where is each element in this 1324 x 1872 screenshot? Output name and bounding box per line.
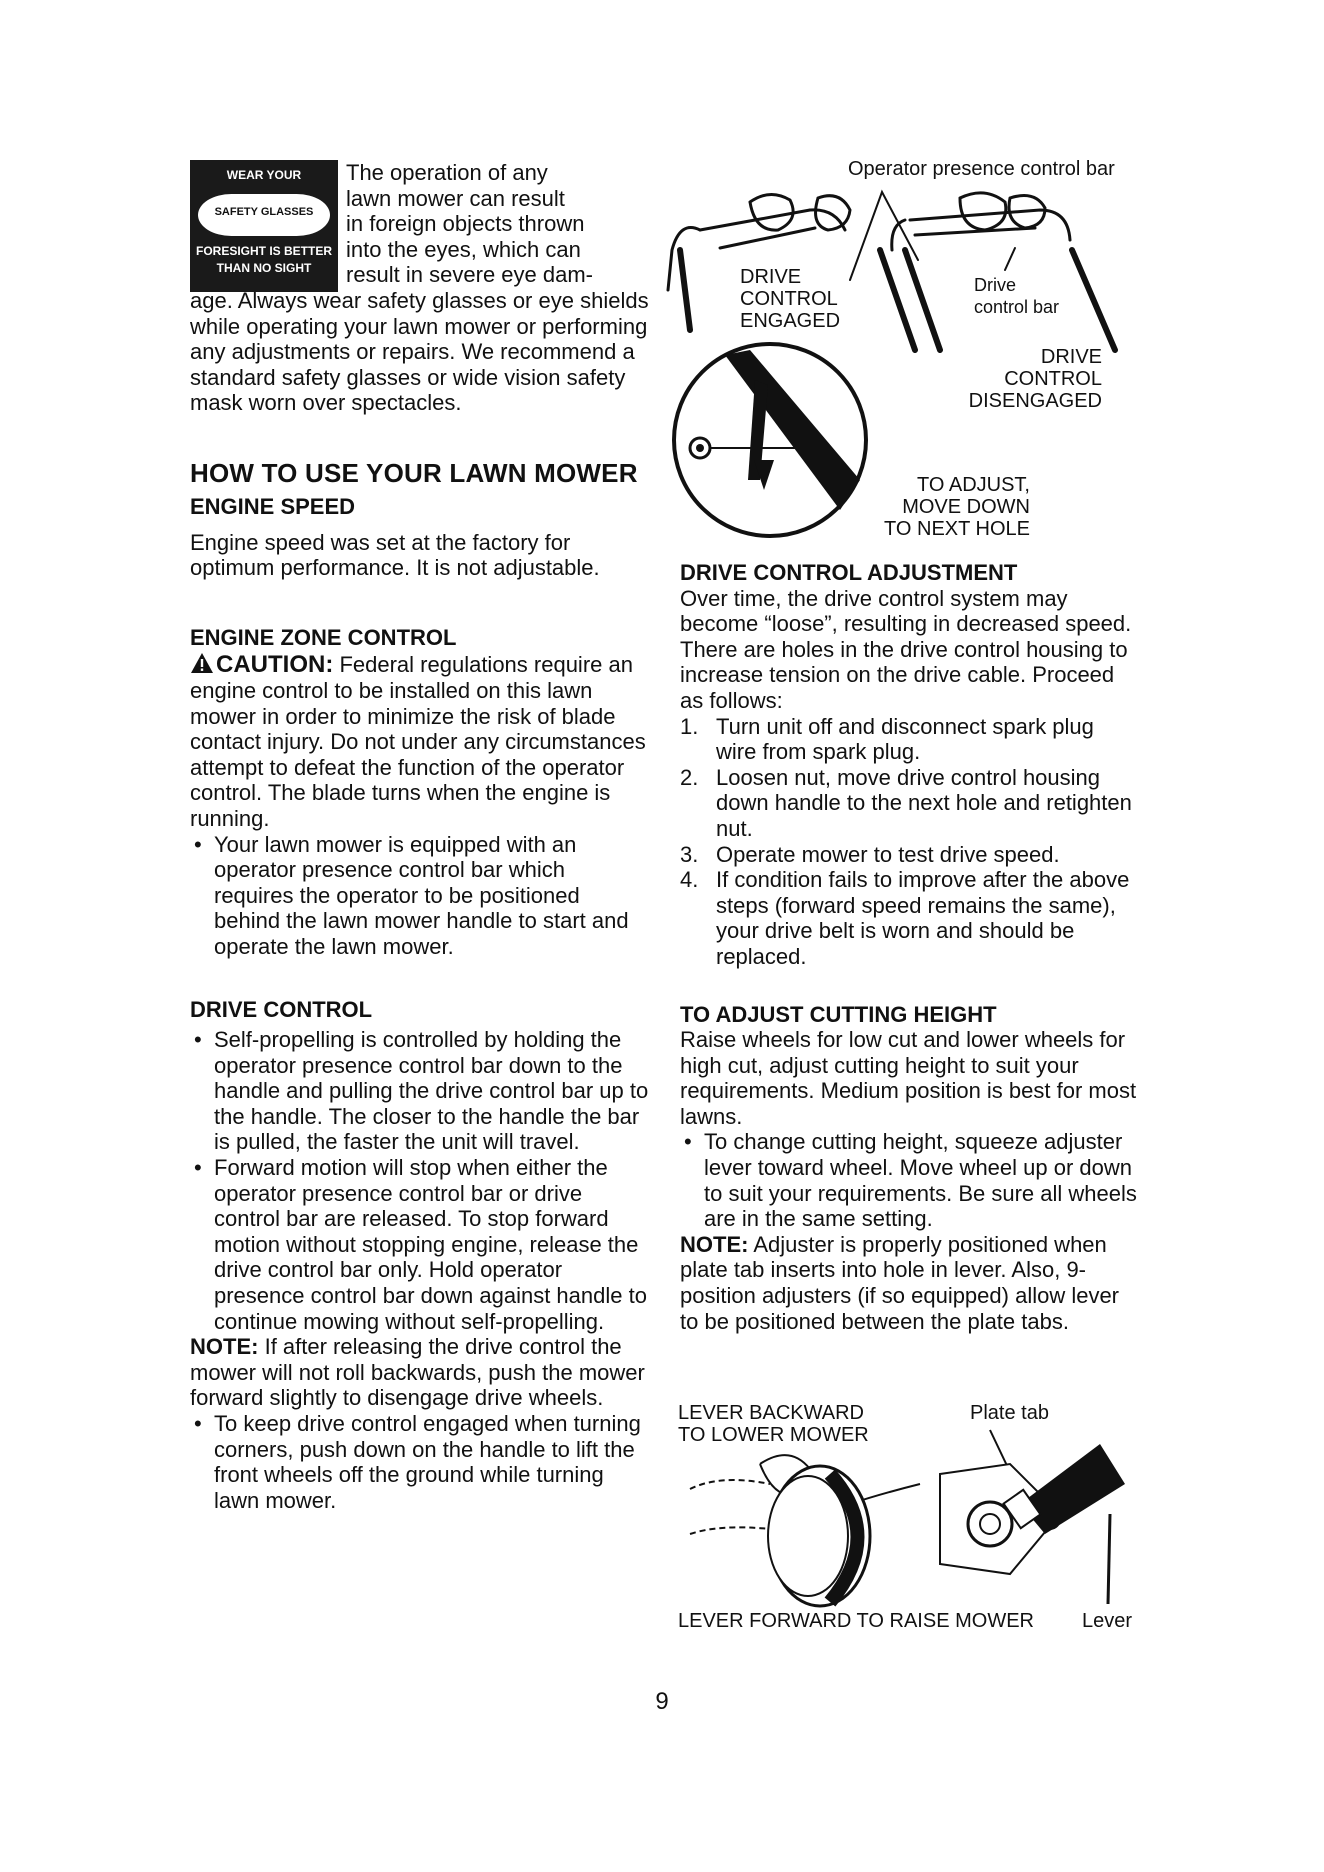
label-line: DRIVE xyxy=(740,266,802,288)
left-column xyxy=(190,160,650,1513)
note-label: NOTE: xyxy=(190,1334,259,1360)
label-line: LEVER BACKWARD xyxy=(678,1402,864,1424)
label-lever: Lever xyxy=(1082,1610,1133,1632)
cutting-height-bullets xyxy=(680,1129,1140,1231)
caution-paragraph xyxy=(190,652,650,831)
step-text: Turn unit off and disconnect spark plug wire from spark plug. xyxy=(716,713,1094,765)
list-item: • Self-propelling is controlled by holding the operator presence control bar down to the handle and pulling the drive control bar up to the handle. The closer to the handle the bar is pulled, the faster the unit will travel. xyxy=(190,1027,650,1155)
step-number: 4. xyxy=(680,867,699,893)
step-text: If condition fails to improve after the above steps (forward speed remains the same), your drive belt is worn and should be replaced. xyxy=(716,867,1130,969)
cutting-note xyxy=(680,1232,1140,1334)
drive-adjust-steps xyxy=(680,714,1140,970)
cutting-height-text: Raise wheels for low cut and lower wheels for high cut, adjust cutting height to suit your requirements. Medium position is best for most lawns. xyxy=(680,1027,1137,1129)
label-drive-control-bar xyxy=(974,274,1059,318)
intro-continued: age. Always wear safety glasses or eye shields while operating your lawn mower or performing any adjustments or repairs. We recommend a standard safety glasses or wide vision safety mask worn over spectacles. xyxy=(190,288,649,416)
drive-adjust-heading: DRIVE CONTROL ADJUSTMENT xyxy=(680,560,1018,585)
intro-line: in foreign objects thrown xyxy=(346,211,585,237)
step-number: 2. xyxy=(680,764,699,790)
list-item: • To keep drive control engaged when turning corners, push down on the handle to lift the front wheels off the ground while turning lawn mower. xyxy=(190,1411,650,1513)
intro-line: The operation of any xyxy=(346,160,548,185)
label-line: TO ADJUST, xyxy=(917,474,1030,496)
step-number: 1. xyxy=(680,713,699,739)
drive-control-heading: DRIVE CONTROL xyxy=(190,997,373,1023)
drive-note xyxy=(190,1334,650,1411)
step-text: Operate mower to test drive speed. xyxy=(716,841,1060,867)
intro-line: lawn mower can result xyxy=(346,185,565,211)
label-drive-disengaged xyxy=(950,346,1102,412)
caution-text: Federal regulations require an engine control to be installed on this lawn mower in order to minimize the risk of blade contact injury. Do not under any circumstances attempt to defeat the function of the operator control. The blade turns when the engine is running. xyxy=(190,652,646,831)
label-line: DRIVE xyxy=(1040,346,1102,368)
engine-zone-bullets xyxy=(190,832,650,960)
intro-line: into the eyes, which can xyxy=(346,236,581,262)
step-text: Loosen nut, move drive control housing down handle to the next hole and retighten nut. xyxy=(716,764,1132,841)
list-item: • To change cutting height, squeeze adjuster lever toward wheel. Move wheel up or down to suit your requirements. Be sure all wheels are in the same setting. xyxy=(680,1129,1140,1231)
note-label: NOTE: xyxy=(680,1231,749,1257)
cutting-height-heading: TO ADJUST CUTTING HEIGHT xyxy=(680,1001,997,1027)
label-plate-tab: Plate tab xyxy=(970,1402,1049,1424)
caution-label: CAUTION: xyxy=(216,651,334,679)
engine-zone-heading: ENGINE ZONE CONTROL xyxy=(190,624,457,650)
badge-line-2: SAFETY GLASSES xyxy=(214,206,314,218)
note-text: If after releasing the drive control the mower will not roll backwards, push the mower forward slightly to disengage drive wheels. xyxy=(190,1334,645,1411)
drive-control-bullets-2 xyxy=(190,1411,650,1513)
list-item xyxy=(680,842,1140,868)
badge-line-1: WEAR YOUR xyxy=(226,168,302,182)
step-number: 3. xyxy=(680,841,699,867)
drive-control-bullets xyxy=(190,1027,650,1334)
label-operator-presence-bar: Operator presence control bar xyxy=(848,158,1115,180)
right-column xyxy=(680,560,1140,1334)
label-line: DISENGAGED xyxy=(968,390,1102,412)
label-line: CONTROL xyxy=(1004,368,1102,390)
label-line: MOVE DOWN xyxy=(902,496,1030,518)
page-number: 9 xyxy=(655,1688,669,1715)
label-to-adjust xyxy=(870,474,1030,540)
label-line: control bar xyxy=(974,297,1060,317)
label-line: Drive xyxy=(974,275,1017,295)
engine-speed-heading: ENGINE SPEED xyxy=(190,493,356,519)
label-line: TO LOWER MOWER xyxy=(678,1424,869,1446)
list-item xyxy=(680,765,1140,842)
intro-line: result in severe eye dam- xyxy=(346,262,593,288)
caution-triangle-icon xyxy=(190,652,214,674)
badge-line-4: THAN NO SIGHT xyxy=(216,261,312,275)
label-line: ENGAGED xyxy=(740,310,841,332)
label-lever-forward: LEVER FORWARD TO RAISE MOWER xyxy=(678,1610,1034,1632)
list-item xyxy=(680,714,1140,765)
cutting-height-illustration xyxy=(680,1424,1140,1614)
label-drive-engaged xyxy=(740,266,840,332)
engine-speed-text: Engine speed was set at the factory for optimum performance. It is not adjustable. xyxy=(190,529,600,581)
drive-adjust-intro: Over time, the drive control system may become “loose”, resulting in decreased speed. There are holes in the drive control housing to increase tension on the drive cable. Proceed as follows: xyxy=(680,585,1132,713)
note-text: Adjuster is properly positioned when plate tab inserts into hole in lever. Also, 9-position adjusters (if so equipped) allow lever to be positioned between the plate tabs. xyxy=(680,1231,1120,1334)
label-line: TO NEXT HOLE xyxy=(884,518,1030,540)
list-item: • Your lawn mower is equipped with an operator presence control bar which requires the operator to be positioned behind the lawn mower handle to start and operate the lawn mower. xyxy=(190,832,650,960)
section-title-how-to: HOW TO USE YOUR LAWN MOWER xyxy=(190,457,638,488)
list-item: • Forward motion will stop when either the operator presence control bar or drive control bar are released. To stop forward motion without stopping engine, release the drive control bar only. Hold operator presence control bar down against handle to continue mowing without self-propelling. xyxy=(190,1155,650,1334)
list-item xyxy=(680,867,1140,969)
badge-line-3: FORESIGHT IS BETTER xyxy=(195,244,332,258)
label-line: CONTROL xyxy=(740,288,838,310)
